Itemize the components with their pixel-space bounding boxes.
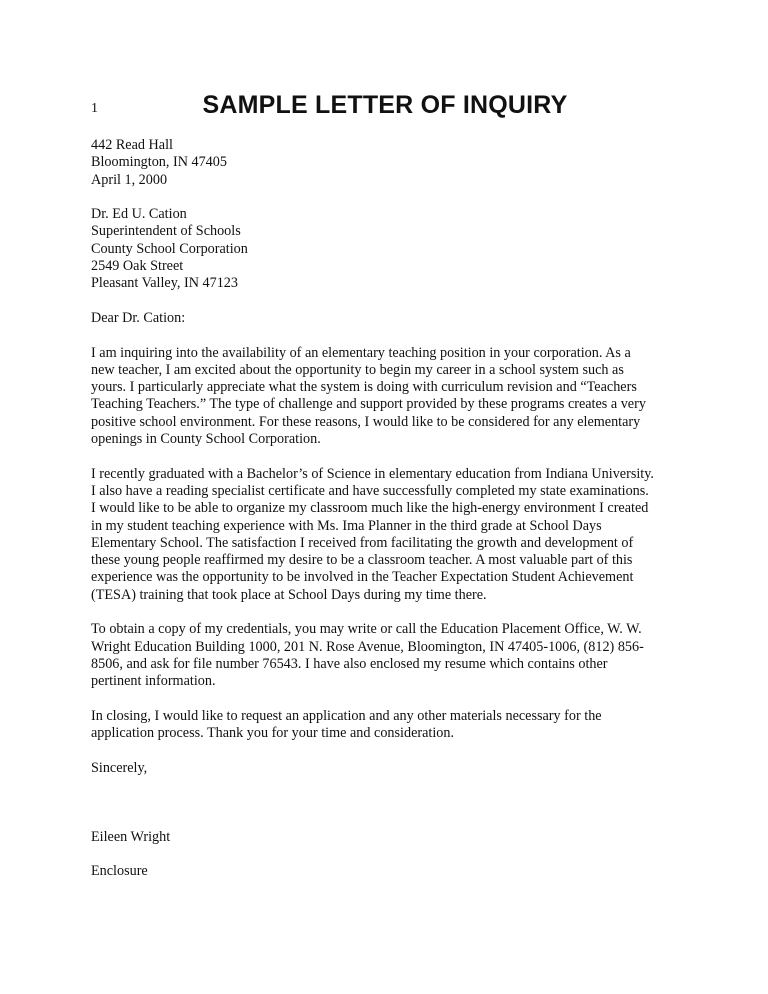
- paragraph-qualifications: [91, 466, 676, 604]
- paragraph-line: I am inquiring into the availability of an elementary teaching position in your corporation. As a: [91, 344, 631, 361]
- paragraph-line: these young people reaffirmed my desire to be a classroom teacher. A most valuable part of this: [91, 552, 633, 569]
- paragraph-line: I recently graduated with a Bachelor’s of Science in elementary education from Indiana University.: [91, 465, 654, 482]
- paragraph-inquiry: [91, 345, 676, 449]
- paragraph-line: I would like to be able to organize my classroom much like the high-energy environment I created: [91, 500, 649, 517]
- paragraph-line: In closing, I would like to request an application and any other materials necessary for the: [91, 707, 602, 724]
- recipient-city: Pleasant Valley, IN 47123: [91, 275, 238, 292]
- paragraph-line: Teaching Teachers.” The type of challenge and support provided by these programs creates a very: [91, 396, 646, 413]
- paragraph-line: openings in County School Corporation.: [91, 431, 321, 448]
- paragraph-line: To obtain a copy of my credentials, you may write or call the Education Placement Office, W. W.: [91, 621, 642, 638]
- recipient-organization: County School Corporation: [91, 240, 248, 257]
- enclosure-note: Enclosure: [91, 863, 148, 880]
- recipient-street: 2549 Oak Street: [91, 258, 184, 275]
- sender-street: 442 Read Hall: [91, 137, 173, 153]
- paragraph-closing: [91, 708, 676, 743]
- paragraph-line: Elementary School. The satisfaction I received from facilitating the growth and development of: [91, 534, 634, 551]
- paragraph-line: Wright Education Building 1000, 201 N. Rose Avenue, Bloomington, IN 47405-1006, (812) 856-: [91, 638, 644, 655]
- paragraph-credentials: [91, 621, 676, 690]
- paragraph-line: 8506, and ask for file number 76543. I have also enclosed my resume which contains other: [91, 655, 608, 672]
- recipient-address: [91, 206, 676, 292]
- paragraph-line: experience was the opportunity to be involved in the Teacher Expectation Student Achievement: [91, 569, 634, 586]
- salutation: Dear Dr. Cation:: [91, 309, 186, 326]
- paragraph-line: positive school environment. For these reasons, I would like to be considered for any elementary: [91, 413, 641, 430]
- sender-city: Bloomington, IN 47405: [91, 154, 227, 171]
- paragraph-line: pertinent information.: [91, 673, 216, 690]
- closing: Sincerely,: [91, 759, 148, 776]
- sender-address: [91, 137, 676, 189]
- letter-body: [91, 137, 676, 881]
- paragraph-line: I also have a reading specialist certificate and have successfully completed my state examinations.: [91, 482, 649, 499]
- letter-title: SAMPLE LETTER OF INQUIRY: [202, 91, 568, 119]
- paragraph-line: yours. I particularly appreciate what the system is doing with curriculum revision and “Teachers: [91, 379, 637, 396]
- recipient-title: Superintendent of Schools: [91, 223, 241, 240]
- paragraph-line: in my student teaching experience with Ms. Ima Planner in the third grade at School Days: [91, 517, 602, 534]
- paragraph-line: (TESA) training that took place at School Days during my time there.: [91, 586, 487, 603]
- page-number: 1: [91, 101, 98, 116]
- letter-date: April 1, 2000: [91, 171, 168, 188]
- signature-name: Eileen Wright: [91, 828, 171, 845]
- recipient-name: Dr. Ed U. Cation: [91, 206, 187, 223]
- paragraph-line: application process. Thank you for your time and consideration.: [91, 725, 455, 742]
- paragraph-line: new teacher, I am excited about the opportunity to begin my career in a school system such as: [91, 361, 624, 378]
